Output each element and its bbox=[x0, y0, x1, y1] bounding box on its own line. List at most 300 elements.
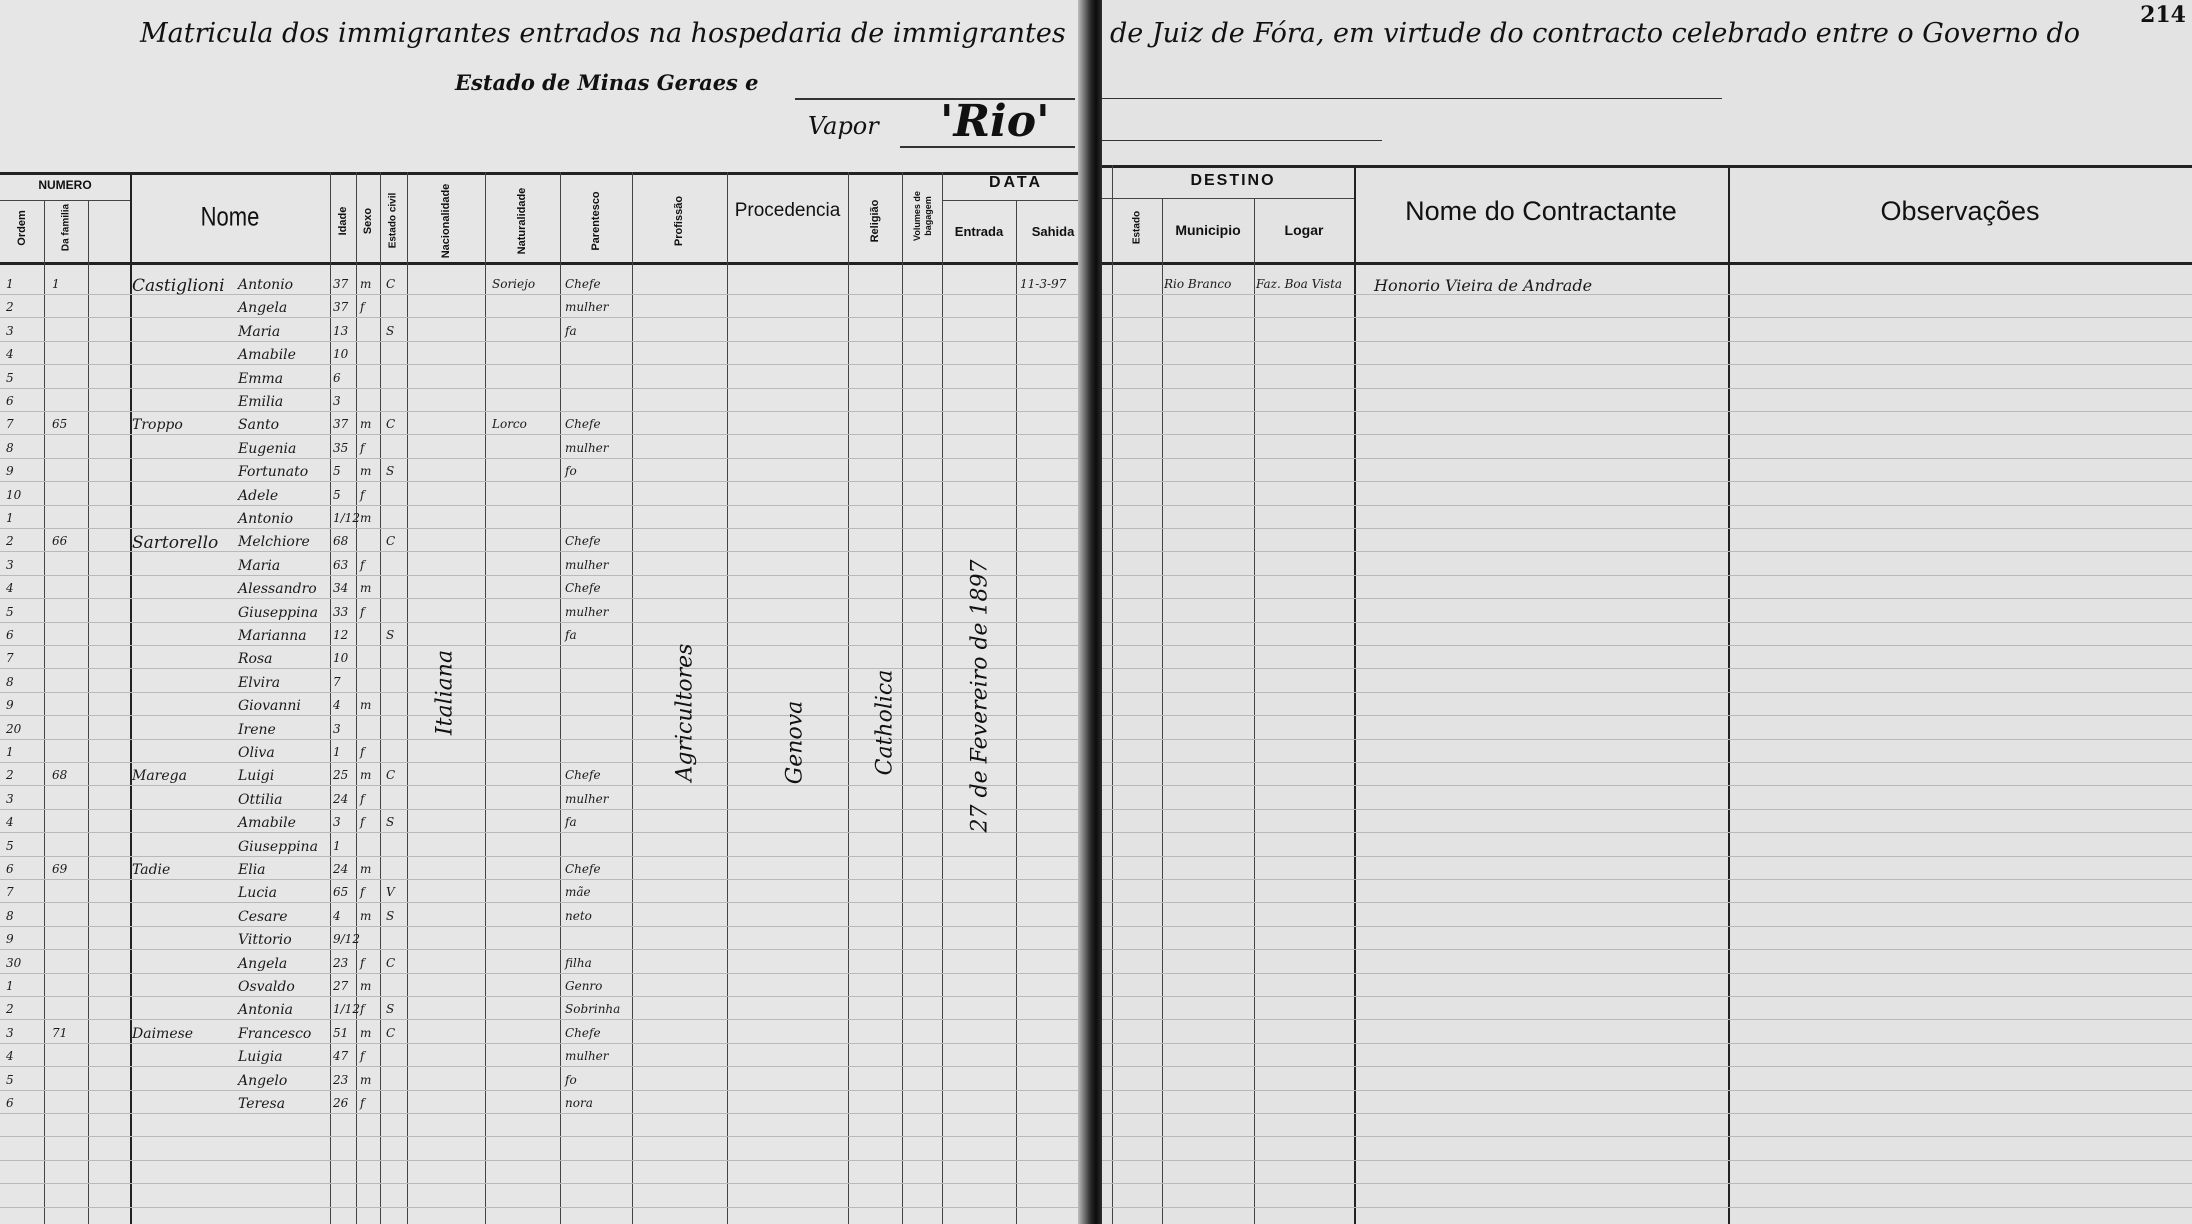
row-rule bbox=[1102, 715, 2192, 716]
cell-idade: 13 bbox=[333, 324, 349, 338]
row-rule bbox=[1102, 1207, 2192, 1208]
cell-idade: 3 bbox=[333, 394, 341, 408]
row-rule bbox=[1102, 434, 2192, 435]
cell-nome: Osvaldo bbox=[238, 979, 295, 995]
cell-nome: Rosa bbox=[238, 651, 273, 667]
row-rule bbox=[1102, 622, 2192, 623]
cell-sexo: f bbox=[360, 558, 365, 572]
cell-parentesco: Sobrinha bbox=[565, 1002, 621, 1016]
cell-nome: Amabile bbox=[238, 347, 296, 363]
cell-nome: Francesco bbox=[238, 1026, 312, 1042]
cell-sobrenome: Sartorello bbox=[132, 533, 219, 553]
col-profissao: Profissão bbox=[673, 195, 685, 247]
cell-civil: C bbox=[386, 534, 396, 548]
cell-nome: Elvira bbox=[238, 675, 281, 691]
cell-civil: S bbox=[386, 1002, 395, 1016]
row-rule bbox=[0, 1160, 1090, 1161]
cell-parentesco: fo bbox=[565, 464, 577, 478]
cell-civil: C bbox=[386, 417, 396, 431]
row-rule bbox=[1102, 926, 2192, 927]
row-rule bbox=[0, 364, 1090, 365]
right-page bbox=[1102, 0, 2192, 1224]
cell-civil: C bbox=[386, 277, 396, 291]
col-divider bbox=[88, 200, 89, 1224]
cell-familia: 69 bbox=[52, 862, 68, 876]
cell-familia: 71 bbox=[52, 1026, 68, 1040]
col-idade: Idade bbox=[337, 206, 349, 236]
cell-naturalidade: Soriejo bbox=[492, 277, 536, 291]
row-rule bbox=[0, 809, 1090, 810]
col-familia: Da familia bbox=[60, 203, 72, 252]
row-rule bbox=[1102, 411, 2192, 412]
row-rule bbox=[1102, 762, 2192, 763]
cell-parentesco: Genro bbox=[565, 979, 603, 993]
row-rule bbox=[1102, 785, 2192, 786]
cell-ordem: 3 bbox=[6, 324, 14, 338]
cell-civil: C bbox=[386, 956, 396, 970]
cell-idade: 65 bbox=[333, 885, 349, 899]
cell-nome: Giuseppina bbox=[238, 839, 318, 855]
cell-parentesco: fa bbox=[565, 324, 577, 338]
cell-idade: 9/12 bbox=[333, 932, 360, 946]
cell-nome: Maria bbox=[238, 558, 281, 574]
row-rule bbox=[1102, 317, 2192, 318]
cell-municipio: Rio Branco bbox=[1164, 277, 1232, 291]
cell-idade: 10 bbox=[333, 347, 349, 361]
row-rule bbox=[0, 715, 1090, 716]
row-rule bbox=[1102, 505, 2192, 506]
cell-idade: 37 bbox=[333, 417, 349, 431]
cell-ordem: 6 bbox=[6, 394, 14, 408]
religiao-value: Catholica bbox=[872, 669, 898, 776]
cell-civil: V bbox=[386, 885, 395, 899]
left-page bbox=[0, 0, 1090, 1224]
row-rule bbox=[0, 1043, 1090, 1044]
row-rule bbox=[0, 481, 1090, 482]
col-naturalidade: Naturalidade bbox=[516, 187, 528, 255]
row-rule bbox=[0, 949, 1090, 950]
cell-sexo: f bbox=[360, 745, 365, 759]
cell-ordem: 3 bbox=[6, 1026, 14, 1040]
cell-sexo: f bbox=[360, 956, 365, 970]
row-rule bbox=[1102, 668, 2192, 669]
cell-idade: 24 bbox=[333, 862, 349, 876]
col-destino: DESTINO bbox=[1190, 172, 1276, 189]
col-sexo: Sexo bbox=[362, 207, 374, 235]
cell-ordem: 9 bbox=[6, 464, 14, 478]
row-rule bbox=[1102, 996, 2192, 997]
cell-parentesco: mulher bbox=[565, 792, 609, 806]
row-rule bbox=[0, 926, 1090, 927]
cell-ordem: 9 bbox=[6, 698, 14, 712]
cell-nome: Emma bbox=[238, 371, 284, 387]
cell-sexo: m bbox=[360, 1026, 372, 1040]
cell-nome: Adele bbox=[238, 488, 279, 504]
cell-nome: Antonio bbox=[238, 277, 294, 293]
row-rule bbox=[1102, 364, 2192, 365]
col-numero: NUMERO bbox=[38, 178, 92, 192]
row-rule bbox=[0, 505, 1090, 506]
cell-sahida: 11-3-97 bbox=[1020, 277, 1067, 291]
row-rule bbox=[1102, 294, 2192, 295]
row-rule bbox=[0, 458, 1090, 459]
row-rule bbox=[1102, 1019, 2192, 1020]
vapor-label: Vapor bbox=[808, 112, 879, 140]
cell-nome: Angela bbox=[238, 956, 288, 972]
cell-parentesco: mulher bbox=[565, 605, 609, 619]
cell-sobrenome: Marega bbox=[132, 768, 187, 784]
col-divider bbox=[1162, 198, 1163, 1224]
cell-nome: Amabile bbox=[238, 815, 296, 831]
cell-parentesco: mulher bbox=[565, 300, 609, 314]
cell-ordem: 7 bbox=[6, 651, 14, 665]
cell-familia: 1 bbox=[52, 277, 60, 291]
cell-ordem: 3 bbox=[6, 792, 14, 806]
row-rule bbox=[1102, 1160, 2192, 1161]
cell-sexo: m bbox=[360, 698, 372, 712]
row-rule bbox=[0, 762, 1090, 763]
row-rule bbox=[0, 902, 1090, 903]
col-entrada: Entrada bbox=[954, 224, 1004, 239]
cell-ordem: 4 bbox=[6, 815, 14, 829]
row-rule bbox=[0, 668, 1090, 669]
row-rule bbox=[0, 388, 1090, 389]
procedencia-value: Genova bbox=[782, 700, 808, 785]
cell-ordem: 2 bbox=[6, 768, 14, 782]
cell-nome: Antonio bbox=[238, 511, 294, 527]
col-contractante: Nome do Contractante bbox=[1405, 196, 1677, 226]
cell-idade: 4 bbox=[333, 698, 341, 712]
page-number: 214 bbox=[2140, 2, 2186, 28]
cell-idade: 3 bbox=[333, 815, 341, 829]
col-logar: Logar bbox=[1284, 222, 1324, 238]
cell-nome: Santo bbox=[238, 417, 280, 433]
row-rule bbox=[0, 785, 1090, 786]
col-observacoes: Observações bbox=[1880, 196, 2040, 226]
cell-parentesco: mulher bbox=[565, 1049, 609, 1063]
cell-sexo: m bbox=[360, 464, 372, 478]
cell-ordem: 3 bbox=[6, 558, 14, 572]
cell-sexo: f bbox=[360, 441, 365, 455]
cell-parentesco: filha bbox=[565, 956, 592, 970]
cell-parentesco: nora bbox=[565, 1096, 593, 1110]
cell-parentesco: Chefe bbox=[565, 534, 601, 548]
cell-familia: 65 bbox=[52, 417, 68, 431]
header-bottom-rule bbox=[0, 262, 1090, 265]
row-rule bbox=[1102, 341, 2192, 342]
cell-sexo: m bbox=[360, 581, 372, 595]
cell-sexo: f bbox=[360, 1002, 365, 1016]
cell-parentesco: Chefe bbox=[565, 581, 601, 595]
cell-parentesco: Chefe bbox=[565, 277, 601, 291]
row-rule bbox=[1102, 1113, 2192, 1114]
row-rule bbox=[1102, 1183, 2192, 1184]
cell-ordem: 4 bbox=[6, 581, 14, 595]
cell-sobrenome: Daimese bbox=[132, 1026, 194, 1042]
col-nome: Nome bbox=[200, 201, 260, 232]
row-rule bbox=[1102, 832, 2192, 833]
cell-nome: Angela bbox=[238, 300, 288, 316]
cell-idade: 37 bbox=[333, 277, 349, 291]
cell-idade: 34 bbox=[333, 581, 349, 595]
cell-ordem: 1 bbox=[6, 979, 14, 993]
row-rule bbox=[1102, 879, 2192, 880]
cell-ordem: 8 bbox=[6, 675, 14, 689]
row-rule bbox=[1102, 458, 2192, 459]
header-blank-line-right bbox=[1102, 98, 1722, 99]
cell-parentesco: Chefe bbox=[565, 417, 601, 431]
table-top-rule-right bbox=[1102, 165, 2192, 168]
cell-idade: 25 bbox=[333, 768, 349, 782]
cell-ordem: 1 bbox=[6, 745, 14, 759]
cell-sexo: m bbox=[360, 862, 372, 876]
row-rule bbox=[0, 1090, 1090, 1091]
cell-idade: 27 bbox=[333, 979, 349, 993]
cell-idade: 5 bbox=[333, 488, 341, 502]
cell-idade: 23 bbox=[333, 956, 349, 970]
col-estado-civil: Estado civil bbox=[387, 192, 399, 249]
cell-civil: S bbox=[386, 909, 395, 923]
row-rule bbox=[0, 856, 1090, 857]
col-estado: Estado bbox=[1131, 210, 1143, 245]
row-rule bbox=[1102, 973, 2192, 974]
cell-sexo: m bbox=[360, 979, 372, 993]
col-volumes: Volumes de bagagem bbox=[912, 191, 933, 241]
row-rule bbox=[0, 1136, 1090, 1137]
row-rule bbox=[1102, 1066, 2192, 1067]
cell-contractante: Honorio Vieira de Andrade bbox=[1374, 276, 1593, 295]
cell-ordem: 6 bbox=[6, 628, 14, 642]
cell-ordem: 1 bbox=[6, 511, 14, 525]
col-religiao: Religião bbox=[869, 199, 881, 243]
row-rule bbox=[1102, 388, 2192, 389]
cell-sexo: m bbox=[360, 277, 372, 291]
cell-parentesco: fa bbox=[565, 815, 577, 829]
cell-parentesco: mulher bbox=[565, 441, 609, 455]
header-title-right: de Juiz de Fóra, em virtude do contracto celebrado entre o Governo do bbox=[1110, 18, 2080, 49]
cell-idade: 1 bbox=[333, 745, 341, 759]
cell-ordem: 5 bbox=[6, 1073, 14, 1087]
cell-idade: 7 bbox=[333, 675, 341, 689]
cell-naturalidade: Lorco bbox=[492, 417, 527, 431]
cell-sexo: f bbox=[360, 300, 365, 314]
row-rule bbox=[0, 317, 1090, 318]
cell-civil: S bbox=[386, 628, 395, 642]
row-rule bbox=[1102, 598, 2192, 599]
cell-idade: 63 bbox=[333, 558, 349, 572]
cell-sexo: m bbox=[360, 768, 372, 782]
cell-parentesco: Chefe bbox=[565, 768, 601, 782]
cell-nome: Angelo bbox=[238, 1073, 288, 1089]
cell-nome: Vittorio bbox=[238, 932, 292, 948]
cell-nome: Fortunato bbox=[238, 464, 309, 480]
cell-sexo: f bbox=[360, 885, 365, 899]
cell-ordem: 5 bbox=[6, 839, 14, 853]
cell-ordem: 6 bbox=[6, 862, 14, 876]
cell-nome: Irene bbox=[238, 722, 276, 738]
row-rule bbox=[1102, 739, 2192, 740]
vapor-line-right bbox=[1102, 140, 1382, 141]
cell-civil: C bbox=[386, 1026, 396, 1040]
header-title-left: Matricula dos immigrantes entrados na hospedaria de immigrantes bbox=[140, 18, 1066, 49]
cell-ordem: 10 bbox=[6, 488, 22, 502]
cell-ordem: 2 bbox=[6, 300, 14, 314]
cell-idade: 33 bbox=[333, 605, 349, 619]
cell-ordem: 5 bbox=[6, 371, 14, 385]
row-rule bbox=[0, 411, 1090, 412]
cell-idade: 24 bbox=[333, 792, 349, 806]
row-rule bbox=[0, 1113, 1090, 1114]
cell-sexo: f bbox=[360, 488, 365, 502]
cell-ordem: 9 bbox=[6, 932, 14, 946]
col-municipio: Municipio bbox=[1175, 222, 1241, 238]
col-data: DATA bbox=[988, 174, 1044, 191]
row-rule bbox=[0, 1183, 1090, 1184]
cell-sexo: f bbox=[360, 792, 365, 806]
cell-idade: 1 bbox=[333, 839, 341, 853]
cell-familia: 68 bbox=[52, 768, 68, 782]
cell-parentesco: mãe bbox=[565, 885, 591, 899]
row-rule bbox=[0, 598, 1090, 599]
cell-nome: Marianna bbox=[238, 628, 307, 644]
col-ordem: Ordem bbox=[16, 210, 28, 246]
vapor-name: 'Rio' bbox=[940, 96, 1050, 147]
row-rule bbox=[1102, 1136, 2192, 1137]
cell-idade: 10 bbox=[333, 651, 349, 665]
cell-civil: C bbox=[386, 768, 396, 782]
row-rule bbox=[1102, 902, 2192, 903]
cell-ordem: 8 bbox=[6, 441, 14, 455]
cell-nome: Maria bbox=[238, 324, 281, 340]
row-rule bbox=[0, 832, 1090, 833]
cell-ordem: 8 bbox=[6, 909, 14, 923]
cell-idade: 51 bbox=[333, 1026, 349, 1040]
col-divider bbox=[44, 200, 45, 1224]
cell-nome: Luigia bbox=[238, 1049, 283, 1065]
cell-ordem: 7 bbox=[6, 417, 14, 431]
cell-idade: 37 bbox=[333, 300, 349, 314]
row-rule bbox=[0, 622, 1090, 623]
cell-idade: 68 bbox=[333, 534, 349, 548]
row-rule bbox=[0, 739, 1090, 740]
cell-sexo: f bbox=[360, 605, 365, 619]
profissao-value: Agricultores bbox=[672, 643, 698, 782]
cell-civil: S bbox=[386, 464, 395, 478]
cell-nome: Emilia bbox=[238, 394, 284, 410]
header-bottom-rule-right bbox=[1102, 262, 2192, 265]
row-rule bbox=[0, 1066, 1090, 1067]
col-sahida: Sahida bbox=[1031, 224, 1075, 239]
cell-nome: Eugenia bbox=[238, 441, 297, 457]
cell-ordem: 20 bbox=[6, 722, 22, 736]
cell-parentesco: Chefe bbox=[565, 1026, 601, 1040]
row-rule bbox=[1102, 692, 2192, 693]
cell-ordem: 30 bbox=[6, 956, 22, 970]
cell-ordem: 6 bbox=[6, 1096, 14, 1110]
cell-ordem: 1 bbox=[6, 277, 14, 291]
cell-parentesco: Chefe bbox=[565, 862, 601, 876]
cell-idade: 26 bbox=[333, 1096, 349, 1110]
row-rule bbox=[1102, 809, 2192, 810]
cell-ordem: 2 bbox=[6, 534, 14, 548]
cell-ordem: 4 bbox=[6, 347, 14, 361]
cell-parentesco: fa bbox=[565, 628, 577, 642]
cell-nome: Antonia bbox=[238, 1002, 294, 1018]
row-rule bbox=[1102, 481, 2192, 482]
entrada-date-value: 27 de Fevereiro de 1897 bbox=[967, 559, 993, 833]
cell-idade: 23 bbox=[333, 1073, 349, 1087]
cell-nome: Oliva bbox=[238, 745, 275, 761]
cell-ordem: 4 bbox=[6, 1049, 14, 1063]
cell-sexo: f bbox=[360, 1096, 365, 1110]
row-rule bbox=[0, 973, 1090, 974]
row-rule bbox=[1102, 949, 2192, 950]
nacionalidade-value: Italiana bbox=[432, 649, 458, 736]
cell-nome: Ottilia bbox=[238, 792, 283, 808]
cell-parentesco: mulher bbox=[565, 558, 609, 572]
cell-nome: Luigi bbox=[238, 768, 275, 784]
cell-idade: 12 bbox=[333, 628, 349, 642]
row-rule bbox=[1102, 528, 2192, 529]
cell-idade: 6 bbox=[333, 371, 341, 385]
row-rule bbox=[1102, 575, 2192, 576]
cell-logar: Faz. Boa Vista bbox=[1256, 277, 1343, 291]
cell-parentesco: neto bbox=[565, 909, 592, 923]
cell-nome: Alessandro bbox=[238, 581, 317, 597]
row-rule bbox=[0, 1207, 1090, 1208]
cell-sexo: f bbox=[360, 1049, 365, 1063]
cell-civil: S bbox=[386, 324, 395, 338]
col-nacionalidade: Nacionalidade bbox=[440, 183, 452, 259]
cell-idade: 1/12 bbox=[333, 1002, 360, 1016]
cell-sobrenome: Castiglioni bbox=[132, 276, 225, 296]
cell-idade: 4 bbox=[333, 909, 341, 923]
cell-sexo: m bbox=[360, 909, 372, 923]
row-rule bbox=[0, 879, 1090, 880]
row-rule bbox=[0, 1019, 1090, 1020]
cell-sexo: f bbox=[360, 815, 365, 829]
cell-ordem: 7 bbox=[6, 885, 14, 899]
row-rule bbox=[1102, 645, 2192, 646]
cell-nome: Melchiore bbox=[238, 534, 310, 550]
cell-idade: 1/12 bbox=[333, 511, 360, 525]
row-rule bbox=[1102, 1090, 2192, 1091]
cell-parentesco: fo bbox=[565, 1073, 577, 1087]
row-rule bbox=[1102, 856, 2192, 857]
row-rule bbox=[0, 434, 1090, 435]
col-procedencia: Procedencia bbox=[734, 200, 841, 221]
row-rule bbox=[1102, 1043, 2192, 1044]
cell-sexo: m bbox=[360, 1073, 372, 1087]
col-divider bbox=[1016, 200, 1017, 1224]
cell-ordem: 2 bbox=[6, 1002, 14, 1016]
cell-sobrenome: Troppo bbox=[132, 417, 183, 433]
cell-nome: Lucia bbox=[238, 885, 277, 901]
vapor-underline bbox=[900, 146, 1075, 148]
row-rule bbox=[0, 645, 1090, 646]
cell-idade: 47 bbox=[333, 1049, 349, 1063]
cell-civil: S bbox=[386, 815, 395, 829]
row-rule bbox=[0, 341, 1090, 342]
cell-sobrenome: Tadie bbox=[132, 862, 171, 878]
cell-sexo: m bbox=[360, 417, 372, 431]
cell-ordem: 5 bbox=[6, 605, 14, 619]
cell-idade: 5 bbox=[333, 464, 341, 478]
cell-nome: Elia bbox=[238, 862, 266, 878]
col-parentesco: Parentesco bbox=[590, 191, 602, 251]
row-rule bbox=[0, 692, 1090, 693]
header-state-line: Estado de Minas Geraes e bbox=[455, 70, 759, 95]
